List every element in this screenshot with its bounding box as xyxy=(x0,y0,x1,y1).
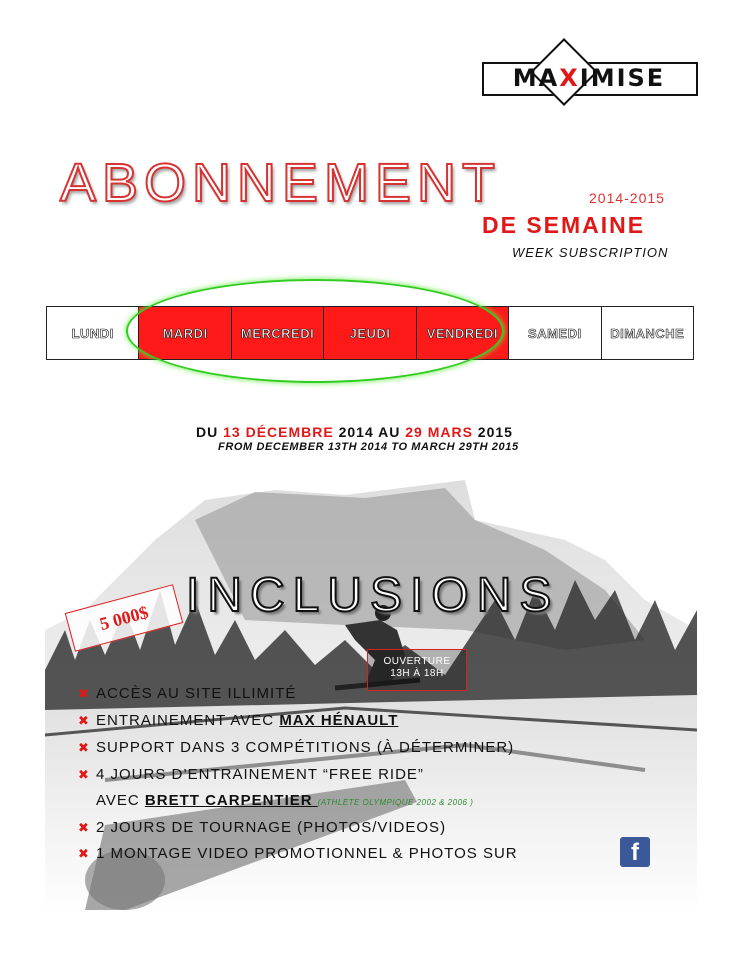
maximise-logo: MAXIMISE xyxy=(482,52,697,106)
x-bullet-icon: ✖ xyxy=(78,820,90,835)
x-bullet-icon: ✖ xyxy=(78,686,90,701)
list-item: ✖ ENTRAINEMENT AVEC MAX HÉNAULT xyxy=(78,712,399,729)
facebook-icon[interactable]: f xyxy=(620,837,650,867)
subtitle-english: WEEK SUBSCRIPTION xyxy=(512,245,669,260)
list-item: ✖ 2 JOURS DE TOURNAGE (PHOTOS/VIDEOS) xyxy=(78,819,447,836)
inclusions-heading: INCLUSIONS xyxy=(186,569,560,622)
day-sunday: DIMANCHE xyxy=(610,325,685,341)
weekday-highlight-ring xyxy=(126,279,504,383)
page-title: ABONNEMENT xyxy=(60,153,502,213)
x-bullet-icon: ✖ xyxy=(78,713,90,728)
list-item: ✖ 1 MONTAGE VIDEO PROMOTIONNEL & PHOTOS SUR xyxy=(78,845,518,862)
x-bullet-icon: ✖ xyxy=(78,767,90,782)
season-label: 2014-2015 xyxy=(589,190,665,206)
list-item: ✖ 4 JOURS D’ENTRAINEMENT “FREE RIDE” xyxy=(78,766,424,783)
date-range-english: FROM DECEMBER 13TH 2014 TO MARCH 29TH 2015 xyxy=(218,441,519,453)
price-tag: 5 000$ xyxy=(65,584,184,652)
day-saturday: SAMEDI xyxy=(509,307,601,359)
x-bullet-icon: ✖ xyxy=(78,740,90,755)
date-range: DU 13 DÉCEMBRE 2014 AU 29 MARS 2015 xyxy=(196,424,513,440)
day-tuesday: MARDI xyxy=(139,307,231,359)
day-friday: VENDREDI xyxy=(417,307,509,359)
list-item: ✖ ACCÈS AU SITE ILLIMITÉ xyxy=(78,685,297,702)
x-bullet-icon: ✖ xyxy=(78,846,90,861)
day-thursday: JEUDI xyxy=(324,307,416,359)
list-item: ✖ SUPPORT DANS 3 COMPÉTITIONS (À DÉTERMINER) xyxy=(78,739,515,756)
opening-hours-badge: OUVERTURE 13H À 18H xyxy=(367,649,467,691)
list-item: AVEC BRETT CARPENTIER (ATHLETE OLYMPIQUE 2002 & 2006 ) xyxy=(96,792,474,809)
day-monday: LUNDI xyxy=(47,307,139,359)
subtitle: DE SEMAINE xyxy=(482,212,646,238)
day-wednesday: MERCREDI xyxy=(232,307,324,359)
